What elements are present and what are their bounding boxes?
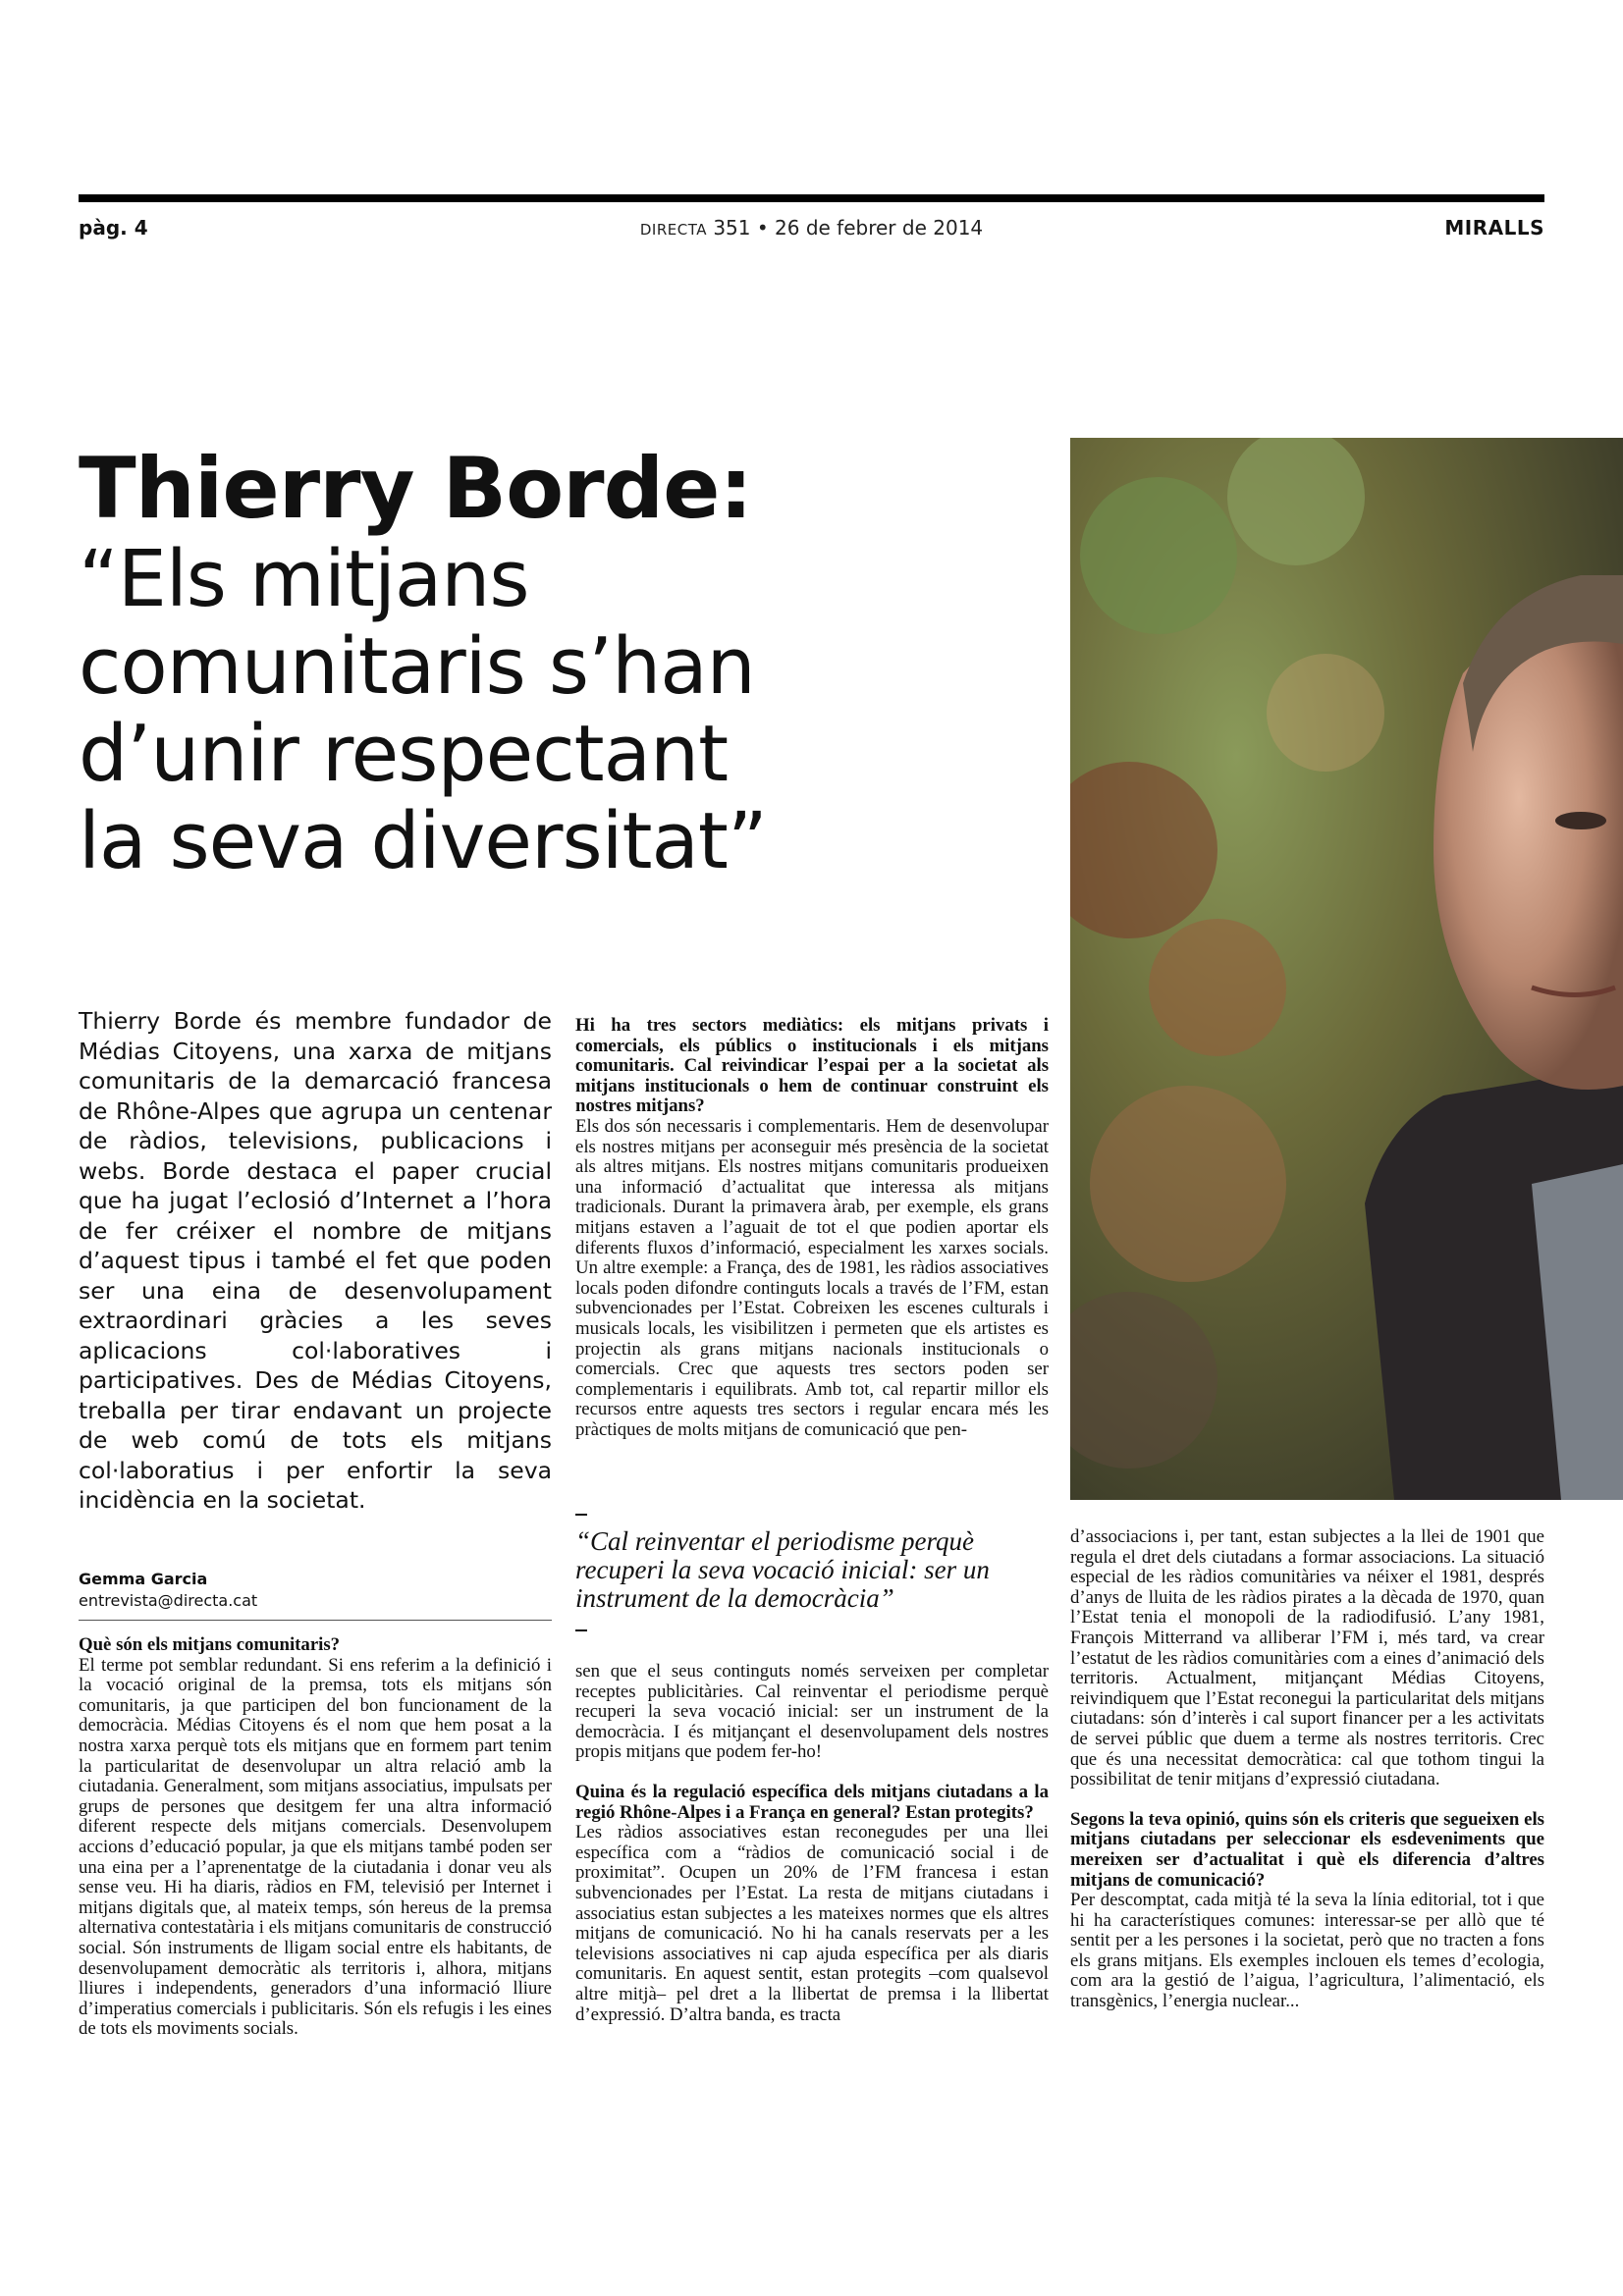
pullquote-dash-top xyxy=(575,1514,587,1516)
headline-quote: “Els mitjans comunitaris s’han d’unir respectant la seva diversitat” xyxy=(79,534,767,886)
question-3: Quina és la regulació específica dels mitjans ciutadans a la regió Rhône-Alpes i a França en general? Estan protegits? xyxy=(575,1781,1049,1823)
headline-name: Thierry Borde: xyxy=(79,440,752,538)
section-name: MIRALLS xyxy=(1444,216,1544,240)
intro-paragraph: Thierry Borde és membre fundador de Médias Citoyens, una xarxa de mitjans comunitaris de la demarcació francesa de Rhône-Alpes que agrupa un centenar de ràdios, televisions, publicacions i webs. Borde destaca el paper crucial que ha jugat l’eclosió d’Internet a l’hora de fer créixer el nombre de mitjans d’aquest tipus i també el fet que poden ser una eina de desenvolupament extraordinari gràcies a les seves aplicacions col·laboratives i participatives. Des de Médias Citoyens, treballa per tirar endavant un projecte de web comú de tots els mitjans col·laboratius i per enfortir la seva incidència en la societat. xyxy=(79,1007,552,1514)
byline xyxy=(79,1569,552,1612)
publication-name: DIRECTA xyxy=(639,221,707,239)
answer-1: El terme pot semblar redundant. Si ens referim a la definició i la vocació original de la premsa, tots els mitjans són comunitaris, ja que participen del bon funcionament de la democràcia. Médias Citoyens és el nom que hem posat a la nostra xarxa perquè tots els mitjans que en formem part tenim la particularitat de desenvolupar un altra relació amb la ciutadania. Generalment, som mitjans associatius, impulsats per grups de persones que desitgem fer una altra informació diferent respecte dels mitjans comercials. Desenvolupem accions d’educació popular, ja que els mitjans també poden ser una eina per a l’aprenentatge de la ciutadania i donar veu als sense veu. Hi ha diaris, ràdios en FM, televisió per Internet i mitjans digitals que, al mateix temps, són hereus de la premsa alternativa contestatària i els mitjans comunitaris de construcció social. Són instruments de lligam social entre els habitants, de desenvolupament democràtic als territoris i, alhora, mitjans lliures i independents, generadors d’una informació lliure d’imperatius comercials i publicitaris. Són els refugis i les eines de tots els moviments socials. xyxy=(79,1654,552,2040)
pullquote: “Cal reinventar el periodisme perquè recuperi la seva vocació inicial: ser un instrument de la democràcia” xyxy=(575,1526,990,1613)
answer-2-continued: sen que el seus continguts només serveixen per completar receptes publicitàries. Cal reinventar el periodisme perquè recuperi la seva vocació inicial: ser un instrument de la democràcia. I és mitjançant el desenvolupament dels nostres propis mitjans que podem fer-ho! xyxy=(575,1661,1049,1763)
portrait-illustration xyxy=(1070,438,1623,1500)
issue-info xyxy=(0,216,1623,240)
column-2 xyxy=(575,1016,1049,1440)
pullquote-dash xyxy=(575,1629,587,1631)
author-name: Gemma Garcia xyxy=(79,1570,208,1588)
question-2: Hi ha tres sectors mediàtics: els mitjans privats i comercials, els públics o institucionals i els mitjans comunitaris. Cal reivindicar l’espai per a la societat als mitjans institucionals o hem de continuar construint els nostres mitjans? xyxy=(575,1015,1049,1117)
question-1: Què són els mitjans comunitaris? xyxy=(79,1634,341,1655)
column-3 xyxy=(1070,1527,1544,2012)
question-4: Segons la teva opinió, quins són els criteris que segueixen els mitjans ciutadans per seleccionar els esdeveniments que mereixen ser d’actualitat i què els diferencia d’altres mitjans de comunicació? xyxy=(1070,1808,1544,1891)
answer-3: Les ràdios associatives estan reconegudes per una llei específica com a “ràdios de comunicació social i de proximitat”. Ocupen un 20% de l’FM francesa i estan subvencionades per l’Estat. La resta de mitjans ciutadans i associatius estan subjectes a les mateixes normes que els altres mitjans de comunicació. No hi ha canals reservats per a les televisions associatives ni cap ajuda específica per als diaris comunitaris. En aquest sentit, estan protegits –com qualsevol altre mitjà– pel dret a la llibertat de premsa i la llibertat d’expressió. D’altra banda, es tracta xyxy=(575,1822,1049,2025)
column-2-continued xyxy=(575,1662,1049,2025)
paragraph-gap xyxy=(1070,1790,1544,1810)
answer-3-continued: d’associacions i, per tant, estan subjectes a la llei de 1901 que regula el dret dels ciutadans a formar associacions. La situació especial de les ràdios comunitàries va néixer el 1981, després d’anys de lluita de les ràdios pirates a la dècada de 1970, quan l’Estat tenia el monopoli de la radiodifusió. L’any 1981, François Mitterrand va alliberar l’FM i, més tard, va crear l’estatut de les ràdios comunitàries com a eines d’animació dels territoris. Actualment, mitjançant Médias Citoyens, reivindiquem que l’Estat reconegui la particularitat dels mitjans ciutadans: són d’interès i cal suport financer per a les activitats de servei públic que duem a terme als nostres territoris. Crec que és una necessitat democràtica: cal que tothom tingui la possibilitat de tenir mitjans d’expressió ciutadana. xyxy=(1070,1526,1544,1790)
paragraph-gap xyxy=(575,1763,1049,1783)
header-rule xyxy=(79,194,1544,202)
answer-2: Els dos són necessaris i complementaris. Hem de desenvolupar els nostres mitjans per aconseguir més presència de la societat als altres mitjans. Els nostres mitjans comunitaris produeixen una informació d’actualitat que interessa als mitjans tradicionals. Durant la primavera àrab, per exemple, els grans mitjans estaven a l’aguait de tot el que podien aportar els diferents fluxos d’informació, especialment les xarxes socials. Un altre exemple: a França, des de 1981, les ràdios associatives locals poden difondre continguts locals a través de l’FM, estan subvencionades per l’Estat. Cobreixen les escenes culturals i musicals locals, les visibilitzen i permeten que els artistes es projectin als grans mitjans nacionals institucionals o comercials. Crec que aquests tres sectors poden ser complementaris i equilibrats. Amb tot, cal repartir millor els recursos entre aquests tres sectors i regular encara més les pràctiques de molts mitjans de comunicació que pen- xyxy=(575,1115,1049,1440)
page-number: pàg. 4 xyxy=(79,216,148,240)
issue-date: 351 • 26 de febrer de 2014 xyxy=(706,216,984,240)
headline xyxy=(79,442,1011,885)
byline-divider xyxy=(79,1620,552,1621)
column-1 xyxy=(79,1635,552,2040)
answer-4: Per descomptat, cada mitjà té la seva la línia editorial, tot i que hi ha característiques comunes: interessar-se per allò que té sentit per a les persones i la societat, però que no tracten a fons els grans mitjans. Els exemples inclouen els temes d’ecologia, com ara la gestió de l’aigua, l’agricultura, l’alimentació, els transgènics, l’energia nuclear... xyxy=(1070,1890,1544,2012)
portrait-photo xyxy=(1070,438,1623,1500)
author-email: entrevista@directa.cat xyxy=(79,1591,258,1610)
